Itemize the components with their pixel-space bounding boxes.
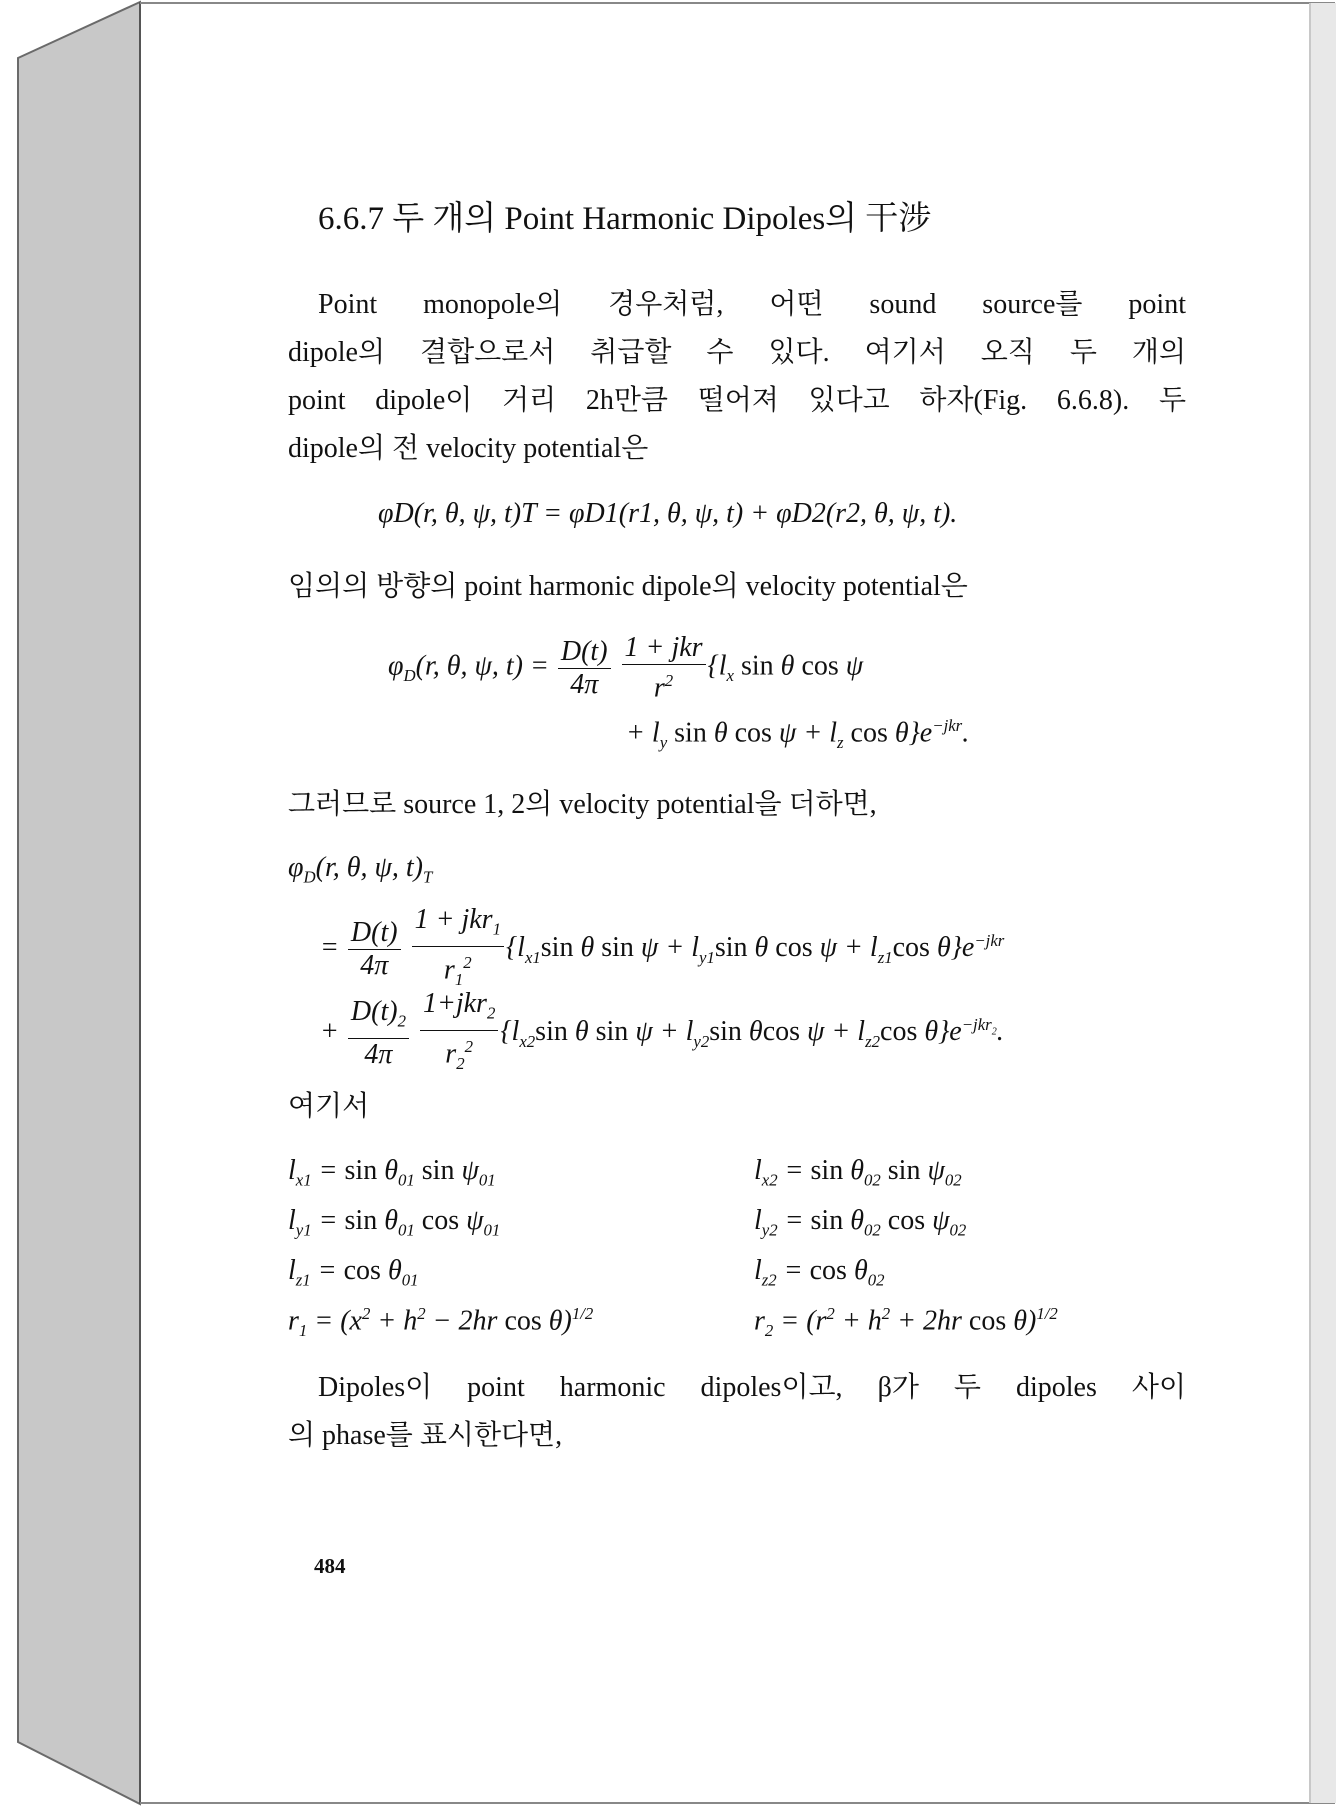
intro-line-4: dipole의 전 velocity potential은 xyxy=(288,433,649,464)
lx1-definition: $l_{x1} = \sin \theta_{01}$ $\sin \psi_{01}$ xyxy=(288,1155,496,1190)
dipole-potential-equation-cont: + $l_y$ sin θ $\cos \psi + l_z$ $\cos \theta\}e^{-jkr}$. xyxy=(626,716,970,752)
section-heading: 6.6.7 두 개의 Point Harmonic Dipoles의 干涉 xyxy=(318,201,932,237)
sum-equation-term-1: = $\frac{D(t)}{4\pi}$ $\frac{1 + jkr_1}{r_1^2}$ {$l_{x1}\sin$ θ $\sin \psi + l_{y1}\sin$ θ $\cos \psi + l_{z1}\cos$ $\theta\}e^{-jkr}$ xyxy=(320,904,1005,989)
intro-paragraph xyxy=(288,281,1186,473)
arbitrary-direction-line: 임의의 방향의 point harmonic dipole의 velocity potential은 xyxy=(288,571,968,602)
intro-line-2: dipole의 결합으로서 취급할 수 있다. 여기서 오직 두 개의 xyxy=(288,337,1186,368)
page-number: 484 xyxy=(314,1554,346,1578)
therefore-line: 그러므로 source 1, 2의 velocity potential을 더하면, xyxy=(288,789,877,820)
lx2-definition: $l_{x2} = \sin \theta_{02}$ $\sin \psi_{02}$ xyxy=(754,1155,962,1190)
intro-line-1: Point monopole의 경우처럼, 어떤 sound source를 point xyxy=(318,289,1186,320)
lz1-definition: $l_{z1} = \cos \theta_{01}$ xyxy=(288,1255,419,1290)
here-line: 여기서 xyxy=(288,1091,370,1122)
r1-definition: $r_1 = (x^2 + h^2 - 2hr$ cos θ)$^{1/2}$ xyxy=(288,1304,594,1340)
sum-equation-lhs: $\varphi_D(r$, θ, ψ, $t)_T$ xyxy=(288,852,433,887)
intro-line-3: point dipole이 거리 2h만큼 떨어져 있다고 하자(Fig. 6.6.8). 두 xyxy=(288,385,1186,416)
ly2-definition: $l_{y2} = \sin \theta_{02}$ $\cos \psi_{02}$ xyxy=(754,1205,967,1240)
phase-paragraph xyxy=(288,1364,1186,1460)
ly1-definition: $l_{y1} = \sin \theta_{01}$ $\cos \psi_{01}$ xyxy=(288,1205,501,1240)
dipole-potential-equation: $\varphi_D(r$, θ, ψ, t) = $\frac{D(t)}{4\pi}$ $\frac{\text{1 + jkr}}{r^2}$ {$l_x$ sin θ cos ψ xyxy=(388,632,864,704)
r2-definition: $r_2 = (r^2 + h^2 + 2hr$ cos θ)$^{1/2}$ xyxy=(754,1304,1058,1340)
phase-line-1: Dipoles이 point harmonic dipoles이고, β가 두 dipoles 사이 xyxy=(318,1372,1186,1403)
total-potential-equation: φD(r, θ, ψ, t)T = φD1(r1, θ, ψ, t) + φD2(r2, θ, ψ, t). xyxy=(378,498,958,529)
sum-equation-term-2: + $\frac{D(t)_2}{4\pi}$ $\frac{1+jkr_2}{r_2^2}$ {$l_{x2}\sin$ θ $\sin \psi + l_{y2}\sin$ θcos $\psi + l_{z2}\cos$ $\theta\}e^{-jkr_2}$. xyxy=(320,988,1004,1073)
phase-line-2: 의 phase를 표시한다면, xyxy=(288,1420,563,1451)
lz2-definition: $l_{z2} = \cos \theta_{02}$ xyxy=(754,1255,885,1290)
